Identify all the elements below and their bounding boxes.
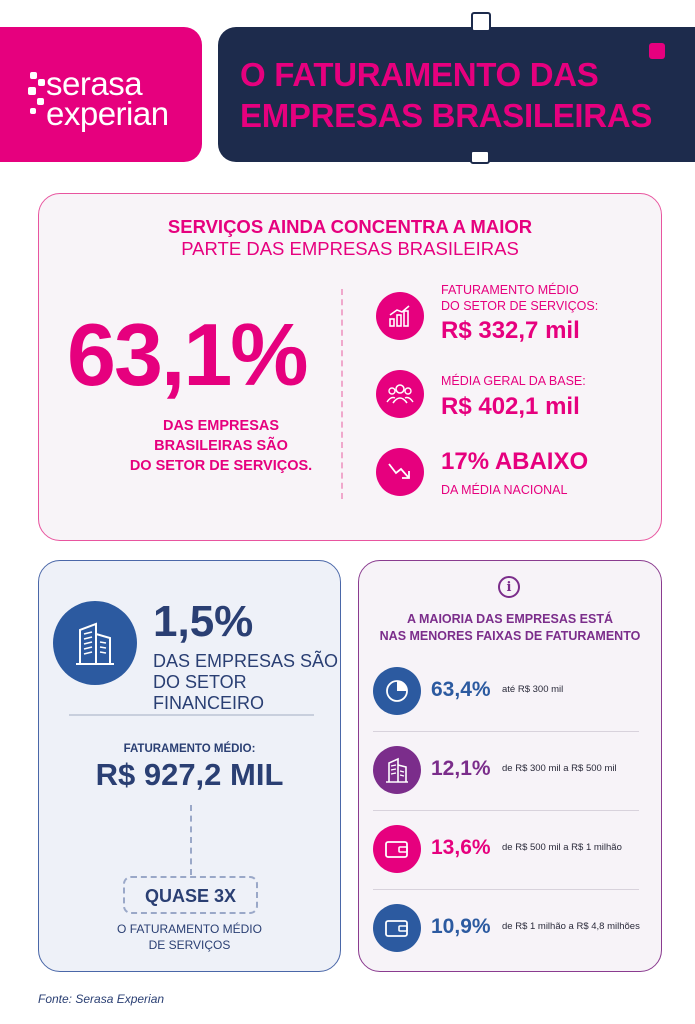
multiplier-description — [39, 921, 340, 953]
stat-2-value: R$ 402,1 mil — [441, 393, 580, 420]
source-note: Fonte: Serasa Experian — [38, 992, 165, 1006]
ranges-title-line-2: NAS MENORES FAIXAS DE FATURAMENTO — [379, 629, 641, 643]
trend-down-icon — [376, 448, 424, 496]
financial-divider — [69, 714, 314, 716]
decor-square-pink — [649, 43, 665, 59]
title-line-2: EMPRESAS BRASILEIRAS — [240, 97, 653, 134]
range-3-pct: 13,6% — [431, 836, 491, 859]
multiplier-box — [123, 876, 258, 914]
financial-share-value: 1,5% — [153, 597, 254, 646]
list-item — [359, 890, 661, 969]
page-title — [240, 54, 652, 136]
title-line-1: O FATURAMENTO DAS — [240, 56, 599, 93]
range-1-label: até R$ 300 mil — [502, 684, 564, 695]
services-share-value: 63,1% — [67, 305, 307, 404]
people-group-icon — [376, 370, 424, 418]
financial-avg-value: R$ 927,2 MIL — [95, 757, 284, 792]
connector-dashed — [190, 805, 192, 875]
financial-avg-label: FATURAMENTO MÉDIO: — [123, 743, 256, 755]
financial-desc-line-2: DO SETOR FINANCEIRO — [153, 672, 265, 713]
stat-1-label-line-1: FATURAMENTO MÉDIO — [441, 283, 579, 297]
services-desc-line-3: DO SETOR DE SERVIÇOS. — [129, 458, 313, 474]
services-card — [38, 193, 662, 541]
growth-chart-icon — [376, 292, 424, 340]
stat-2-label: MÉDIA GERAL DA BASE: — [441, 374, 586, 388]
decor-square-outline-bottom — [470, 150, 490, 164]
list-item — [359, 732, 661, 811]
financial-desc-line-1: DAS EMPRESAS SÃO — [153, 651, 339, 671]
logo-panel — [0, 27, 202, 162]
services-heading-1: SERVIÇOS AINDA CONCENTRA A MAIOR — [167, 216, 533, 237]
list-item — [359, 653, 661, 732]
services-share-description — [91, 416, 351, 476]
range-3-label: de R$ 500 mil a R$ 1 milhão — [502, 842, 622, 853]
logo-line-2: experian — [46, 95, 169, 132]
stat-3-label: DA MÉDIA NACIONAL — [441, 483, 568, 497]
stat-1-label-line-2: DO SETOR DE SERVIÇOS: — [441, 299, 599, 313]
ranges-title — [359, 611, 661, 645]
stat-1-value: R$ 332,7 mil — [441, 317, 580, 344]
title-panel — [218, 27, 695, 162]
financial-card — [38, 560, 341, 972]
wallet-icon — [373, 825, 421, 873]
multiplier-desc-line-1: O FATURAMENTO MÉDIO — [117, 922, 262, 936]
range-2-pct: 12,1% — [431, 757, 491, 780]
list-item — [359, 811, 661, 890]
services-desc-line-1: DAS EMPRESAS — [162, 418, 280, 434]
logo — [46, 65, 169, 132]
stat-1-label — [441, 282, 598, 314]
revenue-ranges-card — [358, 560, 662, 972]
services-heading-2: PARTE DAS EMPRESAS BRASILEIRAS — [181, 238, 519, 259]
range-4-label: de R$ 1 milhão a R$ 4,8 milhões — [502, 921, 640, 932]
stat-3-value: 17% ABAIXO — [441, 448, 589, 475]
multiplier-desc-line-2: DE SERVIÇOS — [148, 938, 231, 952]
services-desc-line-2: BRASILEIRAS SÃO — [154, 438, 288, 454]
multiplier-value: QUASE 3X — [144, 886, 237, 906]
ranges-title-line-1: A MAIORIA DAS EMPRESAS ESTÁ — [406, 612, 614, 626]
divider-dashed — [341, 289, 343, 499]
building-icon — [53, 601, 137, 685]
logo-line-1: serasa — [46, 65, 143, 102]
range-2-label: de R$ 300 mil a R$ 500 mil — [502, 763, 617, 774]
logo-dots-icon — [28, 72, 48, 122]
range-1-pct: 63,4% — [431, 678, 491, 701]
pie-chart-icon — [373, 667, 421, 715]
financial-share-description — [153, 651, 340, 714]
building-icon — [373, 746, 421, 794]
range-4-pct: 10,9% — [431, 915, 491, 938]
decor-square-outline-top — [471, 12, 491, 32]
wallet-icon — [373, 904, 421, 952]
info-icon: i — [498, 576, 520, 598]
